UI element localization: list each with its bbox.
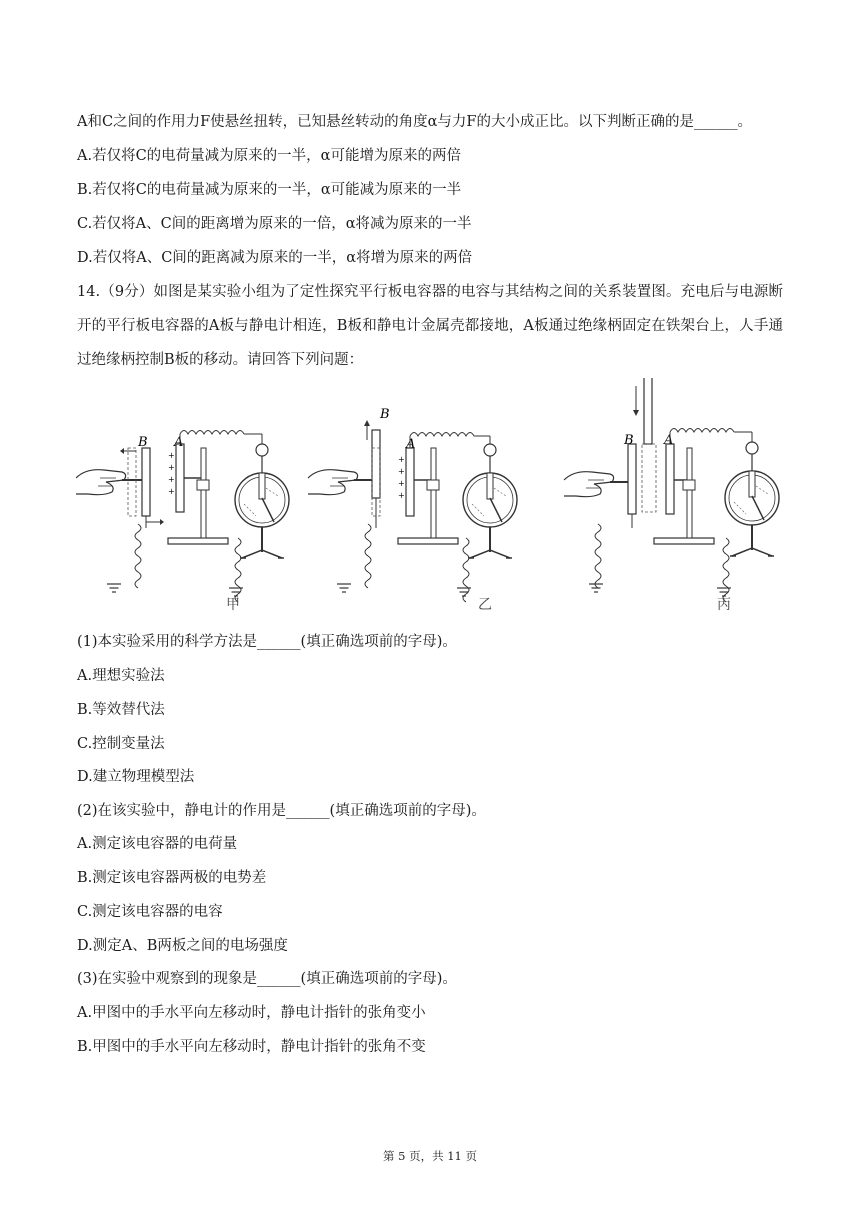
plate-label-a: A: [664, 433, 674, 448]
sub1-option-a: A.理想实验法: [77, 668, 165, 684]
plate-label-b: B: [138, 435, 148, 450]
sub1-question: (1)本实验采用的科学方法是______(填正确选项前的字母)。: [77, 634, 457, 650]
figure-caption-yi: 乙: [478, 597, 492, 613]
sub1-option-b: B.等效替代法: [77, 702, 165, 718]
svg-text:+: +: [398, 467, 405, 476]
q14-stem: 14.（9分）如图是某实验小组为了定性探究平行板电容器的电容与其结构之间的关系装置图。充电后与电源断开的平行板电容器的A板与静电计相连，B板和静电计金属壳都接地，A板通过绝缘柄固定在铁架台上，人手通过绝缘柄控制B板的移动。请回答下列问题：: [77, 284, 783, 368]
sub2-option-a: A.测定该电容器的电荷量: [77, 836, 238, 852]
figure-bing: [564, 378, 779, 602]
sub2-option-d: D.测定A、B两板之间的电场强度: [77, 938, 288, 954]
experiment-diagram: [76, 378, 788, 618]
sub3-question: (3)在实验中观察到的现象是______(填正确选项前的字母)。: [77, 971, 457, 987]
plate-label-b: B: [380, 407, 390, 422]
q13-option-b: B.若仅将C的电荷量减为原来的一半，α可能减为原来的一半: [77, 182, 462, 198]
sub2-option-b: B.测定该电容器两极的电势差: [77, 870, 267, 886]
figure-caption-bing: 丙: [717, 597, 731, 613]
page-footer: 第 5 页，共 11 页: [382, 1149, 478, 1163]
q14-figure: [76, 378, 788, 618]
plate-label-b: B: [624, 433, 634, 448]
plate-label-a: A: [174, 435, 184, 450]
q13-option-a: A.若仅将C的电荷量减为原来的一半，α可能增为原来的两倍: [77, 148, 461, 164]
svg-text:+: +: [398, 491, 405, 500]
sub2-option-c: C.测定该电容器的电容: [77, 904, 223, 920]
svg-text:+: +: [398, 455, 405, 464]
figure-jia: [76, 431, 289, 603]
svg-text:+: +: [168, 487, 175, 496]
svg-text:+: +: [168, 463, 175, 472]
sub1-option-c: C.控制变量法: [77, 736, 165, 752]
sub3-option-a: A.甲图中的手水平向左移动时，静电计指针的张角变小: [77, 1005, 426, 1021]
sub3-option-b: B.甲图中的手水平向左移动时，静电计指针的张角不变: [77, 1039, 426, 1055]
svg-text:+: +: [168, 451, 175, 460]
plate-label-a: A: [406, 437, 416, 452]
sub1-option-d: D.建立物理模型法: [77, 769, 195, 785]
svg-text:+: +: [168, 475, 175, 484]
q13-intro: A和C之间的作用力F使悬丝扭转，已知悬丝转动的角度α与力F的大小成正比。以下判断正确的是______。: [77, 114, 752, 130]
figure-yi: [308, 407, 517, 602]
q13-option-c: C.若仅将A、C间的距离增为原来的一倍，α将减为原来的一半: [77, 216, 472, 232]
q13-option-d: D.若仅将A、C间的距离减为原来的一半，α将增为原来的两倍: [77, 250, 473, 266]
figure-caption-jia: 甲: [226, 597, 240, 613]
sub2-question: (2)在该实验中，静电计的作用是______(填正确选项前的字母)。: [77, 803, 486, 819]
svg-text:+: +: [398, 479, 405, 488]
